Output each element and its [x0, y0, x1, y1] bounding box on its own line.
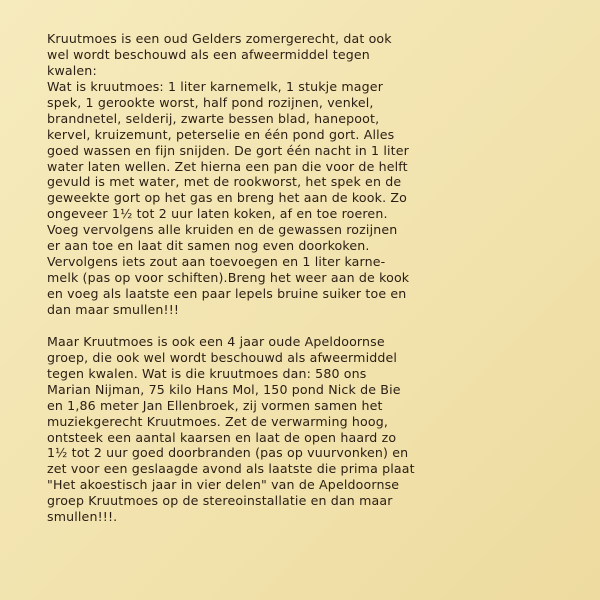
- text-line: en 1,86 meter Jan Ellenbroek, zij vormen samen het: [47, 397, 383, 413]
- text-line: water laten wellen. Zet hierna een pan die voor de helft: [47, 158, 408, 174]
- text-line: geweekte gort op het gas en breng het aan de kook. Zo: [47, 190, 408, 206]
- paragraph-band: [47, 334, 447, 525]
- text-line: kervel, kruizemunt, peterselie en één pond gort. Alles: [47, 126, 395, 142]
- text-line: muziekgerecht Kruutmoes. Zet de verwarming hoog,: [47, 413, 389, 429]
- text-line: 1½ tot 2 uur goed doorbranden (pas op vuurvonken) en: [47, 445, 409, 461]
- text-line: dan maar smullen!!!: [47, 301, 180, 317]
- text-line: brandnetel, selderij, zwarte bessen blad, hanepoot,: [47, 110, 380, 126]
- body-text: [47, 31, 447, 525]
- text-line: gevuld is met water, met de rookworst, het spek en de: [47, 174, 402, 190]
- text-line: Voeg vervolgens alle kruiden en de gewassen rozijnen: [47, 222, 398, 238]
- text-line: ongeveer 1½ tot 2 uur laten koken, af en toe roeren.: [47, 206, 388, 222]
- text-line: smullen!!!.: [47, 509, 118, 525]
- text-line: melk (pas op voor schiften).Breng het weer aan de kook: [47, 270, 410, 286]
- text-line: Marian Nijman, 75 kilo Hans Mol, 150 pond Nick de Bie: [47, 381, 401, 397]
- text-line: wel wordt beschouwd als een afweermiddel tegen: [47, 46, 370, 62]
- text-line: kwalen:: [47, 62, 97, 78]
- text-line: groep Kruutmoes op de stereoinstallatie en dan maar: [47, 493, 393, 509]
- text-line: er aan toe en laat dit samen nog even doorkoken.: [47, 238, 370, 254]
- text-line: tegen kwalen. Wat is die kruutmoes dan: 580 ons: [47, 365, 367, 381]
- text-line: groep, die ook wel wordt beschouwd als afweermiddel: [47, 349, 398, 365]
- text-line: Wat is kruutmoes: 1 liter karnemelk, 1 stukje mager: [47, 78, 384, 94]
- text-line: Maar Kruutmoes is ook een 4 jaar oude Apeldoornse: [47, 333, 385, 349]
- text-line: zet voor een geslaagde avond als laatste die prima plaat: [47, 461, 415, 477]
- text-line: Vervolgens iets zout aan toevoegen en 1 liter karne-: [47, 254, 386, 270]
- paragraph-recipe: [47, 31, 447, 318]
- text-line: en voeg als laatste een paar lepels bruine suiker toe en: [47, 286, 407, 301]
- paragraph-spacer: [47, 318, 447, 334]
- text-line: ontsteek een aantal kaarsen en laat de open haard zo: [47, 429, 397, 445]
- text-line: spek, 1 gerookte worst, half pond rozijnen, venkel,: [47, 94, 374, 110]
- text-line: goed wassen en fijn snijden. De gort één nacht in 1 liter: [47, 142, 409, 158]
- text-line: Kruutmoes is een oud Gelders zomergerecht, dat ook: [47, 31, 392, 46]
- text-line: "Het akoestisch jaar in vier delen" van de Apeldoornse: [47, 477, 400, 493]
